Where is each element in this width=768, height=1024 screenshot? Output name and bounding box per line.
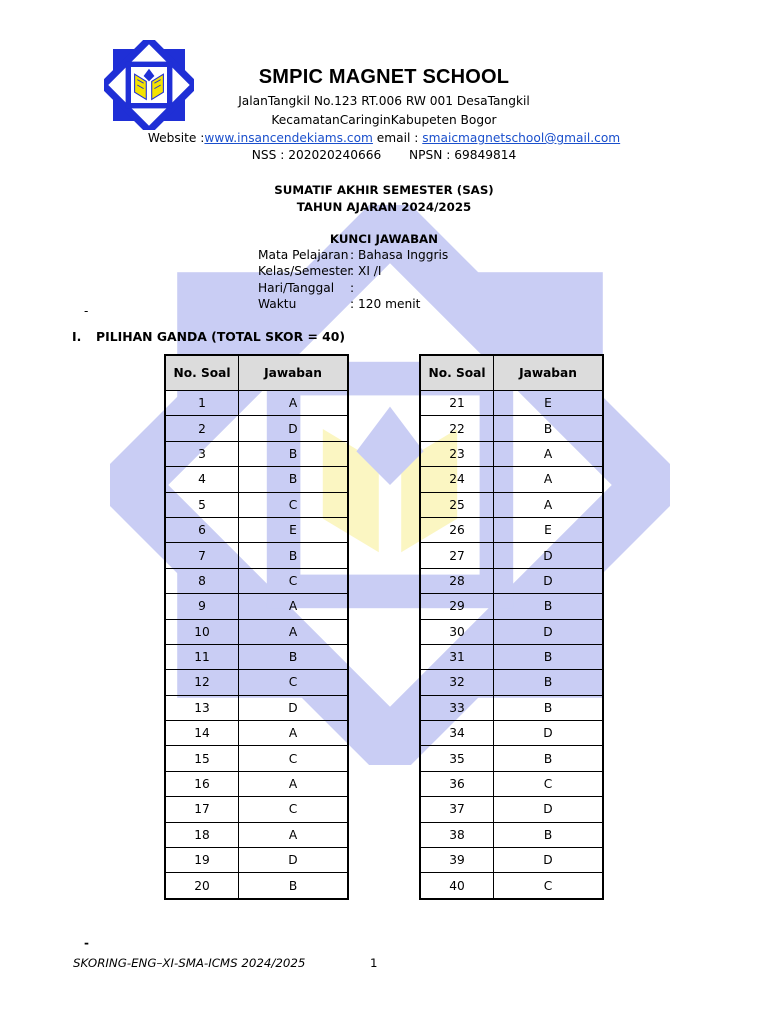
question-number: 17: [165, 797, 239, 822]
answer-cell: B: [494, 594, 604, 619]
question-number: 4: [165, 467, 239, 492]
answer-cell: B: [494, 695, 604, 720]
question-number: 30: [420, 619, 494, 644]
info-value-class: : XI /I: [350, 264, 382, 278]
header-no: No. Soal: [420, 355, 494, 391]
answer-cell: B: [239, 467, 349, 492]
table-row: [420, 594, 603, 619]
answer-cell: C: [239, 670, 349, 695]
table-row: [165, 670, 348, 695]
table-row: [165, 391, 348, 416]
email-link[interactable]: smaicmagnetschool@gmail.com: [422, 131, 621, 145]
footer-code: SKORING-ENG–XI-SMA-ICMS 2024/2025: [73, 956, 306, 970]
question-number: 34: [420, 721, 494, 746]
answer-cell: C: [239, 746, 349, 771]
answer-cell: B: [494, 670, 604, 695]
answer-cell: D: [494, 619, 604, 644]
info-value-date: :: [350, 281, 355, 295]
answer-cell: C: [239, 492, 349, 517]
table-row: [165, 797, 348, 822]
question-number: 22: [420, 416, 494, 441]
answer-table-left: [164, 354, 349, 900]
table-row: [420, 543, 603, 568]
info-value-time: : 120 menit: [350, 297, 421, 311]
exam-title: SUMATIF AKHIR SEMESTER (SAS): [274, 183, 494, 197]
header-answer: Jawaban: [239, 355, 349, 391]
table-row: [420, 619, 603, 644]
npsn-number: NPSN : 69849814: [409, 148, 517, 162]
section-number: I.: [72, 329, 82, 344]
question-number: 10: [165, 619, 239, 644]
question-number: 11: [165, 644, 239, 669]
question-number: 2: [165, 416, 239, 441]
table-row: [420, 771, 603, 796]
answer-cell: B: [239, 543, 349, 568]
question-number: 33: [420, 695, 494, 720]
answer-cell: A: [494, 467, 604, 492]
answer-cell: B: [239, 873, 349, 899]
question-number: 38: [420, 822, 494, 847]
table-row: [420, 873, 603, 899]
email-label: email :: [372, 131, 423, 145]
section-title: PILIHAN GANDA (TOTAL SKOR = 40): [96, 329, 346, 344]
answer-cell: E: [494, 517, 604, 542]
table-row: [420, 517, 603, 542]
question-number: 23: [420, 441, 494, 466]
answer-cell: A: [239, 771, 349, 796]
answer-cell: D: [239, 848, 349, 873]
question-number: 5: [165, 492, 239, 517]
question-number: 7: [165, 543, 239, 568]
question-number: 28: [420, 568, 494, 593]
dash-mark: -: [84, 304, 89, 318]
table-row: [165, 619, 348, 644]
question-number: 19: [165, 848, 239, 873]
address-line-1: JalanTangkil No.123 RT.006 RW 001 DesaTangkil: [238, 94, 530, 108]
answer-cell: B: [239, 644, 349, 669]
table-row: [165, 568, 348, 593]
answer-cell: C: [239, 568, 349, 593]
table-row: [420, 670, 603, 695]
table-row: [165, 873, 348, 899]
question-number: 3: [165, 441, 239, 466]
table-row: [420, 797, 603, 822]
dash-mark-bottom: -: [84, 936, 89, 950]
table-row: [420, 568, 603, 593]
answer-cell: A: [494, 492, 604, 517]
academic-year: TAHUN AJARAN 2024/2025: [296, 200, 472, 214]
answer-cell: A: [239, 822, 349, 847]
answer-cell: D: [239, 695, 349, 720]
answer-cell: D: [494, 543, 604, 568]
answer-cell: D: [494, 721, 604, 746]
question-number: 8: [165, 568, 239, 593]
table-row: [420, 848, 603, 873]
question-number: 9: [165, 594, 239, 619]
table-header-row: [165, 355, 348, 391]
nss-number: NSS : 202020240666: [251, 148, 382, 162]
question-number: 39: [420, 848, 494, 873]
table-row: [420, 467, 603, 492]
table-row: [165, 695, 348, 720]
header-no: No. Soal: [165, 355, 239, 391]
table-row: [420, 441, 603, 466]
question-number: 31: [420, 644, 494, 669]
answer-cell: A: [239, 619, 349, 644]
table-row: [165, 746, 348, 771]
answer-key-title: KUNCI JAWABAN: [329, 232, 439, 246]
website-label: Website :: [147, 131, 205, 145]
question-number: 1: [165, 391, 239, 416]
question-number: 18: [165, 822, 239, 847]
question-number: 14: [165, 721, 239, 746]
question-number: 6: [165, 517, 239, 542]
answer-table-right: [419, 354, 604, 900]
answer-cell: D: [239, 416, 349, 441]
website-link[interactable]: www.insancendekiams.com: [204, 131, 373, 145]
question-number: 26: [420, 517, 494, 542]
question-number: 25: [420, 492, 494, 517]
answer-cell: B: [494, 644, 604, 669]
question-number: 40: [420, 873, 494, 899]
answer-cell: E: [494, 391, 604, 416]
answer-cell: B: [494, 746, 604, 771]
question-number: 36: [420, 771, 494, 796]
question-number: 16: [165, 771, 239, 796]
answer-cell: C: [494, 771, 604, 796]
answer-cell: D: [494, 797, 604, 822]
table-row: [165, 416, 348, 441]
table-row: [165, 721, 348, 746]
table-row: [420, 822, 603, 847]
table-row: [165, 543, 348, 568]
question-number: 15: [165, 746, 239, 771]
answer-cell: A: [239, 391, 349, 416]
question-number: 20: [165, 873, 239, 899]
answer-cell: C: [239, 797, 349, 822]
answer-cell: A: [494, 441, 604, 466]
answer-cell: E: [239, 517, 349, 542]
table-row: [165, 467, 348, 492]
question-number: 32: [420, 670, 494, 695]
question-number: 24: [420, 467, 494, 492]
info-label-subject: Mata Pelajaran: [258, 248, 349, 262]
table-row: [420, 492, 603, 517]
header-answer: Jawaban: [494, 355, 604, 391]
question-number: 21: [420, 391, 494, 416]
table-header-row: [420, 355, 603, 391]
info-label-time: Waktu: [258, 297, 297, 311]
school-name: SMPIC MAGNET SCHOOL: [258, 66, 510, 88]
table-row: [165, 822, 348, 847]
answer-cell: B: [494, 822, 604, 847]
info-label-date: Hari/Tanggal: [258, 281, 335, 295]
answer-cell: D: [494, 848, 604, 873]
table-row: [420, 721, 603, 746]
address-line-2: KecamatanCaringinKabupeten Bogor: [271, 113, 497, 127]
table-row: [165, 594, 348, 619]
question-number: 12: [165, 670, 239, 695]
school-logo: [104, 40, 194, 130]
table-row: [165, 644, 348, 669]
registration-line: [0, 148, 768, 162]
table-row: [165, 441, 348, 466]
page-number: 1: [370, 956, 378, 970]
table-row: [165, 517, 348, 542]
contact-line: [0, 131, 768, 145]
answer-cell: D: [494, 568, 604, 593]
answer-cell: C: [494, 873, 604, 899]
table-row: [420, 391, 603, 416]
question-number: 29: [420, 594, 494, 619]
table-row: [165, 848, 348, 873]
answer-cell: B: [494, 416, 604, 441]
section-heading: [72, 329, 345, 344]
question-number: 35: [420, 746, 494, 771]
table-row: [165, 771, 348, 796]
question-number: 13: [165, 695, 239, 720]
answer-cell: B: [239, 441, 349, 466]
table-row: [420, 644, 603, 669]
question-number: 37: [420, 797, 494, 822]
answer-cell: A: [239, 721, 349, 746]
info-value-subject: : Bahasa Inggris: [350, 248, 449, 262]
answer-cell: A: [239, 594, 349, 619]
question-number: 27: [420, 543, 494, 568]
info-label-class: Kelas/Semester: [258, 264, 353, 278]
table-row: [420, 695, 603, 720]
table-row: [420, 746, 603, 771]
table-row: [420, 416, 603, 441]
table-row: [165, 492, 348, 517]
